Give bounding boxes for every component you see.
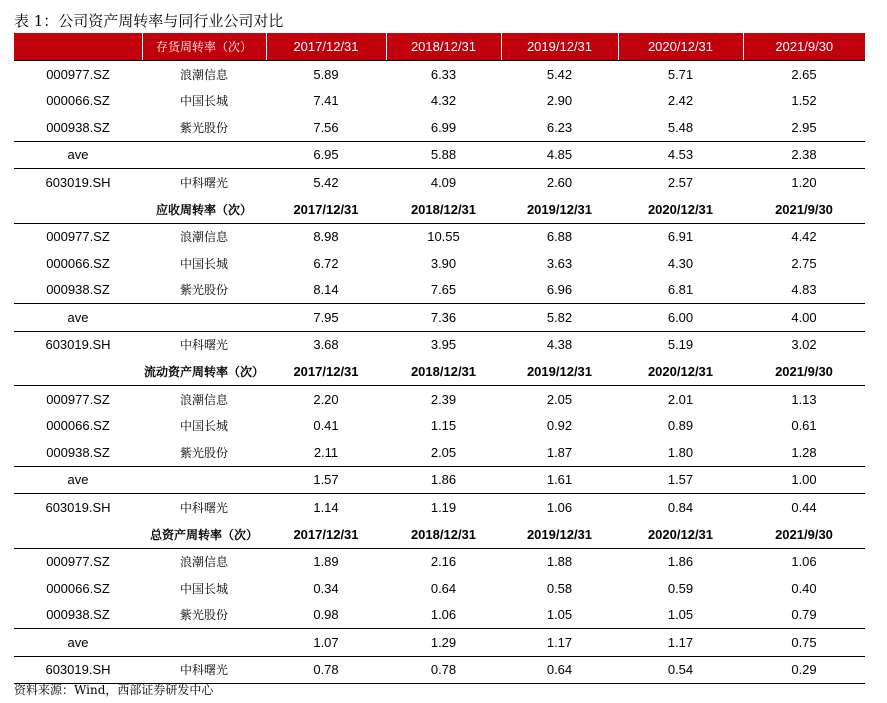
- value-cell: 1.57: [266, 466, 386, 494]
- table-row: [14, 250, 865, 277]
- value-cell: 0.64: [501, 656, 618, 684]
- company-name: 中国长城: [179, 419, 228, 434]
- value-cell: 1.29: [386, 629, 501, 657]
- value-cell: 8.14: [266, 277, 386, 304]
- value-cell: 5.82: [501, 304, 618, 332]
- company-code: 603019.SH: [45, 337, 111, 353]
- table-row: [14, 656, 865, 684]
- value-cell: 0.89: [667, 418, 694, 434]
- value-cell: 2.95: [743, 114, 865, 141]
- value-cell: 1.86: [386, 466, 501, 494]
- company-code: 000977.SZ: [46, 66, 110, 82]
- value-cell: 1.05: [618, 602, 743, 629]
- value-cell: 5.19: [667, 337, 694, 353]
- year-header: 2020/12/31: [618, 521, 743, 549]
- company-name: [142, 629, 266, 657]
- company-code: 000938.SZ: [14, 602, 142, 629]
- value-cell: 7.41: [313, 93, 339, 109]
- table-row: [14, 169, 865, 196]
- year-header: 2021/9/30: [743, 358, 865, 386]
- company-name: 中国长城: [179, 256, 228, 271]
- value-cell: 1.80: [618, 439, 743, 466]
- value-cell: 6.23: [501, 114, 618, 141]
- value-cell: 4.38: [546, 337, 573, 353]
- value-cell: 2.20: [313, 391, 339, 407]
- table-row: [14, 141, 865, 169]
- year-header: 2017/12/31: [266, 358, 386, 386]
- company-name: 浪潮信息: [179, 392, 228, 407]
- metric-header: 存货周转率（次）: [142, 33, 266, 61]
- company-name: 中国长城: [179, 581, 228, 596]
- year-header: 2017/12/31: [266, 196, 386, 224]
- value-cell: 1.13: [791, 391, 817, 407]
- year-header: 2020/12/31: [618, 33, 743, 61]
- value-cell: 2.11: [266, 439, 386, 466]
- value-cell: 1.07: [266, 629, 386, 657]
- company-name: 紫光股份: [142, 602, 266, 629]
- company-code: 000938.SZ: [14, 277, 142, 304]
- value-cell: 1.20: [791, 174, 817, 190]
- value-cell: 3.90: [430, 255, 457, 271]
- company-name: 浪潮信息: [179, 230, 228, 245]
- year-header: 2019/12/31: [501, 196, 618, 224]
- value-cell: 1.19: [430, 499, 457, 515]
- table-row: [14, 61, 865, 88]
- value-cell: 4.09: [430, 174, 457, 190]
- company-name: 浪潮信息: [179, 67, 228, 82]
- year-header: 2017/12/31: [266, 33, 386, 61]
- value-cell: 0.40: [791, 580, 817, 596]
- company-code: ave: [14, 466, 142, 494]
- value-cell: 3.68: [313, 337, 339, 353]
- company-name: 中科曙光: [179, 338, 228, 353]
- value-cell: 2.90: [546, 93, 573, 109]
- metric-header: 应收周转率（次）: [142, 196, 266, 224]
- value-cell: 0.59: [667, 580, 694, 596]
- header-blank-cell: [14, 33, 142, 61]
- value-cell: 1.05: [501, 602, 618, 629]
- value-cell: 0.44: [791, 499, 817, 515]
- value-cell: 3.02: [791, 337, 817, 353]
- section-header-row: [14, 358, 865, 386]
- value-cell: 0.64: [430, 580, 457, 596]
- value-cell: 0.34: [313, 580, 339, 596]
- year-header: 2018/12/31: [386, 33, 501, 61]
- company-code: 000066.SZ: [46, 418, 110, 434]
- year-header: 2021/9/30: [743, 33, 865, 61]
- year-header: 2017/12/31: [266, 521, 386, 549]
- value-cell: 1.06: [791, 554, 817, 570]
- table-row: [14, 629, 865, 657]
- value-cell: 0.54: [618, 656, 743, 684]
- table-title: 表 1：公司资产周转率与同行业公司对比: [14, 12, 284, 30]
- value-cell: 5.48: [618, 114, 743, 141]
- company-code: ave: [14, 304, 142, 332]
- value-cell: 6.99: [386, 114, 501, 141]
- table-row: [14, 602, 865, 629]
- table-row: [14, 277, 865, 304]
- header-blank-cell: [14, 521, 142, 549]
- value-cell: 2.75: [791, 255, 817, 271]
- company-name: [142, 466, 266, 494]
- company-code: ave: [14, 141, 142, 169]
- value-cell: 1.17: [501, 629, 618, 657]
- company-name: 中科曙光: [179, 500, 228, 515]
- metric-header: 总资产周转率（次）: [142, 521, 266, 549]
- value-cell: 2.39: [430, 391, 457, 407]
- value-cell: 2.05: [546, 391, 573, 407]
- value-cell: 2.16: [430, 554, 457, 570]
- metric-header: 流动资产周转率（次）: [142, 358, 266, 386]
- value-cell: 1.06: [386, 602, 501, 629]
- value-cell: 6.88: [546, 229, 573, 245]
- company-code: ave: [14, 629, 142, 657]
- value-cell: 2.01: [667, 391, 694, 407]
- company-name: 浪潮信息: [179, 555, 228, 570]
- table-row: [14, 413, 865, 440]
- value-cell: 2.65: [791, 66, 817, 82]
- value-cell: 6.96: [501, 277, 618, 304]
- value-cell: 5.71: [667, 66, 694, 82]
- source-note: 资料来源：Wind，西部证券研发中心: [14, 683, 214, 697]
- value-cell: 5.88: [386, 141, 501, 169]
- company-code: 603019.SH: [45, 174, 111, 190]
- value-cell: 7.65: [386, 277, 501, 304]
- value-cell: 4.32: [430, 93, 457, 109]
- value-cell: 0.61: [791, 418, 817, 434]
- value-cell: 1.87: [501, 439, 618, 466]
- value-cell: 1.28: [743, 439, 865, 466]
- value-cell: 6.81: [618, 277, 743, 304]
- company-code: 000066.SZ: [46, 93, 110, 109]
- company-code: 603019.SH: [14, 656, 142, 684]
- company-name: 紫光股份: [142, 114, 266, 141]
- value-cell: 1.00: [743, 466, 865, 494]
- year-header: 2020/12/31: [618, 358, 743, 386]
- value-cell: 1.15: [430, 418, 457, 434]
- table-row: [14, 88, 865, 115]
- value-cell: 2.38: [743, 141, 865, 169]
- value-cell: 6.95: [266, 141, 386, 169]
- table-row: [14, 304, 865, 332]
- value-cell: 1.89: [313, 554, 339, 570]
- value-cell: 4.30: [667, 255, 694, 271]
- company-code: 000977.SZ: [46, 229, 110, 245]
- table-row: [14, 466, 865, 494]
- section-header-row: [14, 521, 865, 549]
- year-header: 2019/12/31: [501, 521, 618, 549]
- company-code: 603019.SH: [45, 499, 111, 515]
- value-cell: 2.60: [546, 174, 573, 190]
- value-cell: 8.98: [313, 229, 339, 245]
- year-header: 2021/9/30: [743, 196, 865, 224]
- value-cell: 0.75: [743, 629, 865, 657]
- value-cell: 1.86: [667, 554, 694, 570]
- table-row: [14, 223, 865, 250]
- company-name: 中科曙光: [179, 175, 228, 190]
- value-cell: 3.95: [430, 337, 457, 353]
- value-cell: 1.61: [501, 466, 618, 494]
- table-row: [14, 439, 865, 466]
- value-cell: 1.52: [791, 93, 817, 109]
- value-cell: 7.56: [266, 114, 386, 141]
- value-cell: 2.05: [386, 439, 501, 466]
- value-cell: 7.36: [386, 304, 501, 332]
- table-row: [14, 331, 865, 358]
- value-cell: 0.92: [546, 418, 573, 434]
- table-row: [14, 575, 865, 602]
- year-header: 2021/9/30: [743, 521, 865, 549]
- table-row: [14, 114, 865, 141]
- header-blank-cell: [14, 358, 142, 386]
- year-header: 2018/12/31: [386, 358, 501, 386]
- value-cell: 6.33: [430, 66, 457, 82]
- value-cell: 0.78: [266, 656, 386, 684]
- year-header: 2019/12/31: [501, 358, 618, 386]
- company-code: 000938.SZ: [14, 114, 142, 141]
- header-blank-cell: [14, 196, 142, 224]
- value-cell: 4.53: [618, 141, 743, 169]
- value-cell: 4.85: [501, 141, 618, 169]
- value-cell: 0.98: [266, 602, 386, 629]
- value-cell: 7.95: [266, 304, 386, 332]
- value-cell: 4.83: [743, 277, 865, 304]
- value-cell: 0.41: [313, 418, 339, 434]
- year-header: 2018/12/31: [386, 521, 501, 549]
- value-cell: 4.42: [791, 229, 817, 245]
- value-cell: 2.42: [667, 93, 694, 109]
- company-code: 000977.SZ: [46, 554, 110, 570]
- turnover-comparison-table: [14, 33, 865, 684]
- company-name: 中科曙光: [142, 656, 266, 684]
- value-cell: 1.17: [618, 629, 743, 657]
- value-cell: 0.29: [743, 656, 865, 684]
- company-code: 000066.SZ: [46, 580, 110, 596]
- company-name: 紫光股份: [142, 277, 266, 304]
- section-header-row: [14, 196, 865, 224]
- value-cell: 4.00: [743, 304, 865, 332]
- value-cell: 0.79: [743, 602, 865, 629]
- value-cell: 3.63: [546, 255, 573, 271]
- value-cell: 6.91: [667, 229, 694, 245]
- company-name: 紫光股份: [142, 439, 266, 466]
- table-row: [14, 386, 865, 413]
- section-header-row: [14, 33, 865, 61]
- value-cell: 5.42: [546, 66, 573, 82]
- value-cell: 1.57: [618, 466, 743, 494]
- value-cell: 1.14: [313, 499, 339, 515]
- company-name: [142, 141, 266, 169]
- company-code: 000066.SZ: [46, 255, 110, 271]
- value-cell: 5.89: [313, 66, 339, 82]
- value-cell: 6.72: [313, 255, 339, 271]
- year-header: 2020/12/31: [618, 196, 743, 224]
- company-code: 000938.SZ: [14, 439, 142, 466]
- value-cell: 0.84: [667, 499, 694, 515]
- value-cell: 6.00: [618, 304, 743, 332]
- company-name: 中国长城: [179, 94, 228, 109]
- value-cell: 5.42: [313, 174, 339, 190]
- year-header: 2019/12/31: [501, 33, 618, 61]
- value-cell: 2.57: [667, 174, 694, 190]
- year-header: 2018/12/31: [386, 196, 501, 224]
- table-row: [14, 548, 865, 575]
- value-cell: 0.78: [386, 656, 501, 684]
- value-cell: 10.55: [427, 229, 460, 245]
- value-cell: 1.06: [546, 499, 573, 515]
- value-cell: 1.88: [546, 554, 573, 570]
- table-row: [14, 494, 865, 521]
- company-name: [142, 304, 266, 332]
- value-cell: 0.58: [546, 580, 573, 596]
- company-code: 000977.SZ: [46, 391, 110, 407]
